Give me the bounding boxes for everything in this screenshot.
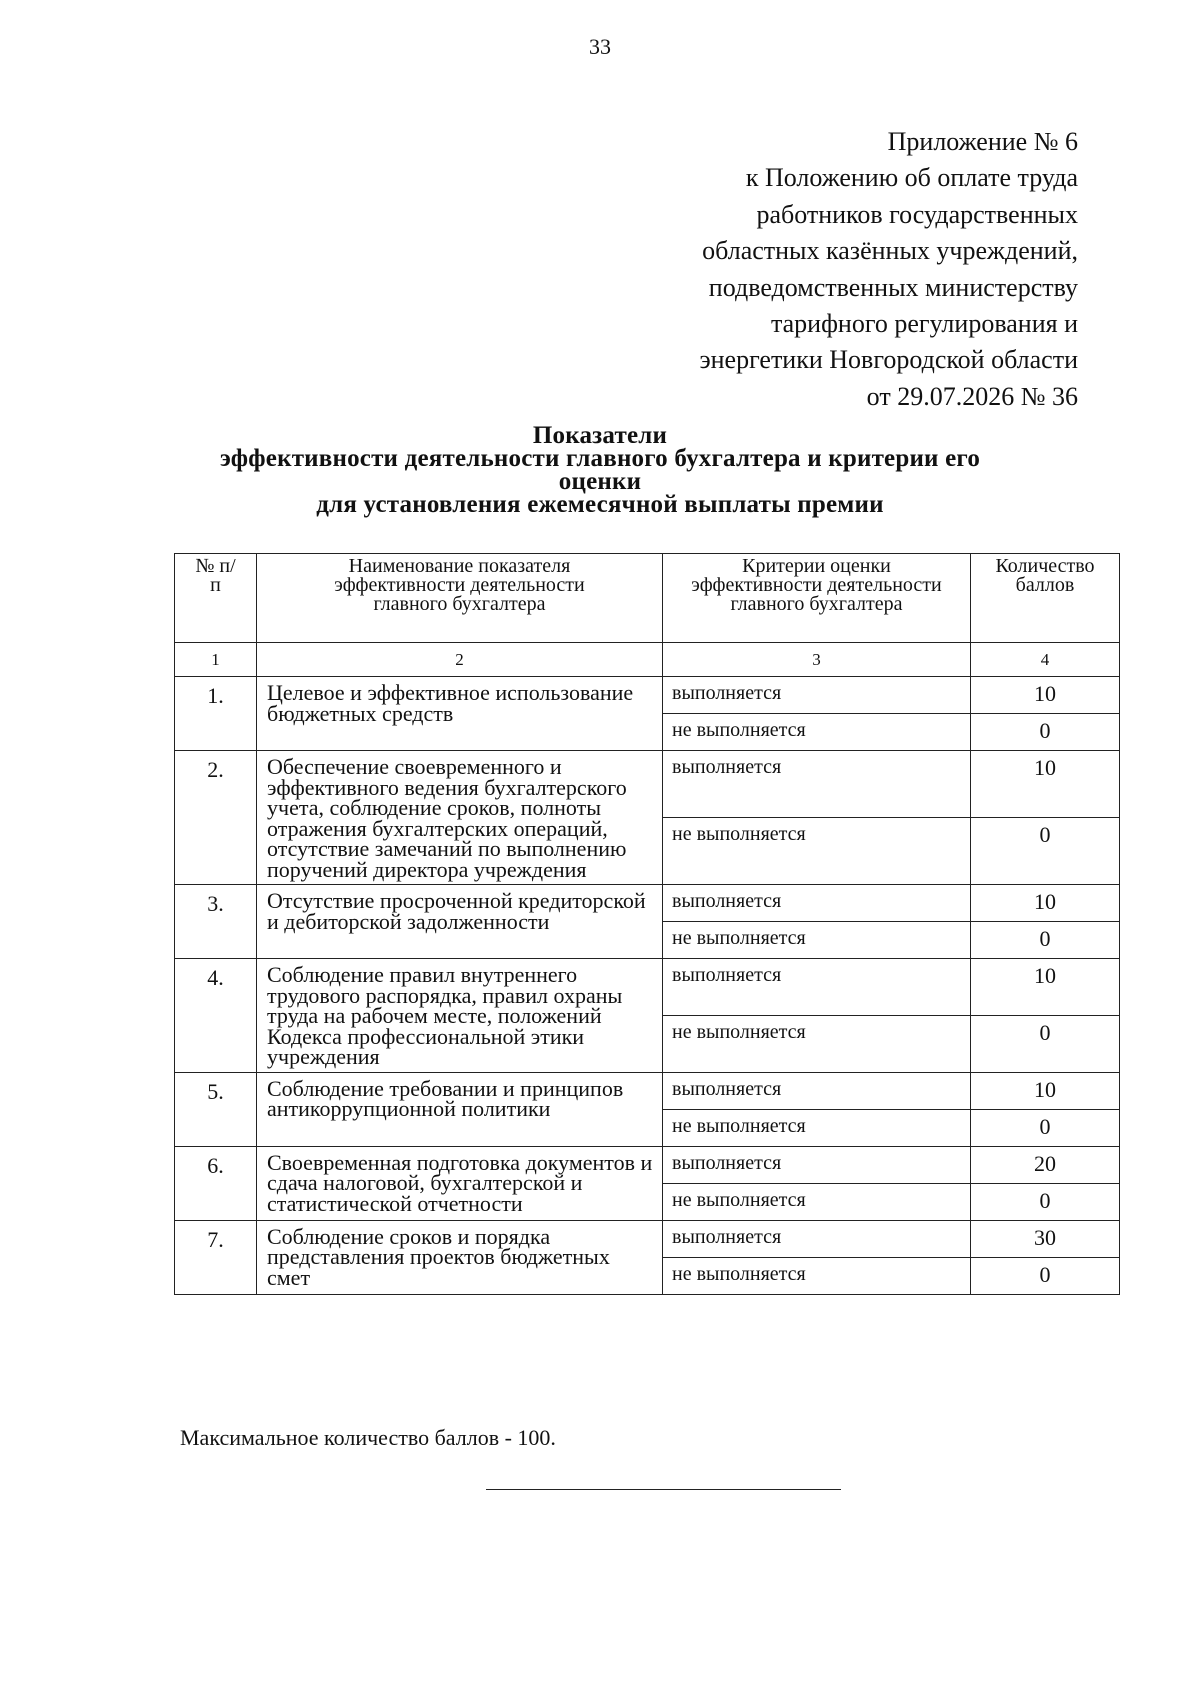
title-line: оценки: [558, 468, 642, 495]
criterion-not-fulfilled: не выполняется: [663, 922, 971, 959]
table-row: [175, 677, 1120, 714]
score-not-fulfilled: 0: [971, 922, 1120, 959]
title-line: для установления ежемесячной выплаты премии: [316, 491, 884, 518]
indicator-name: Своевременная подготовка документов и сдача налоговой, бухгалтерской и статистической отчетности: [257, 1146, 663, 1220]
max-score-note: Максимальное количество баллов - 100.: [180, 1425, 556, 1450]
page-number: 33: [589, 34, 611, 59]
table-row: [175, 1146, 1120, 1183]
criterion-not-fulfilled: не выполняется: [663, 714, 971, 751]
row-number: 5.: [175, 1072, 257, 1146]
score-fulfilled: 10: [971, 751, 1120, 818]
row-number: 3.: [175, 885, 257, 959]
score-not-fulfilled: 0: [971, 714, 1120, 751]
table-row: [175, 885, 1120, 922]
indicator-name: Соблюдение правил внутреннего трудового распорядка, правил охраны труда на рабочем месте, положений Кодекса профессиональной этики учреждения: [257, 959, 663, 1073]
score-not-fulfilled: 0: [971, 1183, 1120, 1220]
row-number: 6.: [175, 1146, 257, 1220]
criterion-not-fulfilled: не выполняется: [663, 1109, 971, 1146]
criterion-fulfilled: выполняется: [663, 751, 971, 818]
score-not-fulfilled: 0: [971, 818, 1120, 885]
score-fulfilled: 10: [971, 885, 1120, 922]
appendix-line: энергетики Новгородской области: [699, 345, 1078, 375]
score-fulfilled: 30: [971, 1220, 1120, 1257]
criterion-fulfilled: выполняется: [663, 885, 971, 922]
appendix-line: подведомственных министерству: [708, 272, 1078, 302]
table-header-row: [175, 554, 1120, 643]
indicator-name: Соблюдение сроков и порядка представления проектов бюджетных смет: [257, 1220, 663, 1294]
criterion-not-fulfilled: не выполняется: [663, 1183, 971, 1220]
row-number: 7.: [175, 1220, 257, 1294]
score-not-fulfilled: 0: [971, 1015, 1120, 1072]
criterion-fulfilled: выполняется: [663, 1072, 971, 1109]
header-name: Наименование показателя эффективности деятельности главного бухгалтера: [257, 554, 663, 643]
appendix-line: от 29.07.2026 № 36: [866, 381, 1078, 411]
document-title: [130, 424, 1070, 516]
header-criteria: Критерии оценки эффективности деятельности главного бухгалтера: [663, 554, 971, 643]
header-num: № п/п: [175, 554, 257, 643]
table-row: [175, 1220, 1120, 1257]
column-number: 3: [663, 643, 971, 677]
score-not-fulfilled: 0: [971, 1257, 1120, 1294]
indicator-name: Целевое и эффективное использование бюджетных средств: [257, 677, 663, 751]
score-fulfilled: 10: [971, 1072, 1120, 1109]
indicators-table: [174, 553, 1120, 1295]
appendix-reference: [699, 124, 1078, 415]
criterion-not-fulfilled: не выполняется: [663, 1015, 971, 1072]
indicator-name: Соблюдение требовании и принципов антикоррупционной политики: [257, 1072, 663, 1146]
appendix-line: областных казённых учреждений,: [702, 236, 1078, 266]
criterion-not-fulfilled: не выполняется: [663, 818, 971, 885]
indicator-name: Обеспечение своевременного и эффективного ведения бухгалтерского учета, соблюдение сроков, полноты отражения бухгалтерских операций, отсутствие замечаний по выполнению поручений директора учреждения: [257, 751, 663, 885]
column-number: 1: [175, 643, 257, 677]
score-not-fulfilled: 0: [971, 1109, 1120, 1146]
score-fulfilled: 10: [971, 959, 1120, 1016]
column-number: 2: [257, 643, 663, 677]
table-row: [175, 959, 1120, 1016]
title-line: Показатели: [532, 422, 668, 449]
header-score: Количество баллов: [971, 554, 1120, 643]
column-number-row: [175, 643, 1120, 677]
title-line: эффективности деятельности главного бухгалтера и критерии его: [219, 445, 981, 472]
criterion-fulfilled: выполняется: [663, 1146, 971, 1183]
criterion-fulfilled: выполняется: [663, 677, 971, 714]
table-row: [175, 751, 1120, 818]
criterion-fulfilled: выполняется: [663, 1220, 971, 1257]
table-row: [175, 1072, 1120, 1109]
row-number: 1.: [175, 677, 257, 751]
indicator-name: Отсутствие просроченной кредиторской и дебиторской задолженности: [257, 885, 663, 959]
appendix-line: Приложение № 6: [887, 127, 1078, 156]
column-number: 4: [971, 643, 1120, 677]
separator-line: [486, 1489, 841, 1490]
score-fulfilled: 20: [971, 1146, 1120, 1183]
row-number: 2.: [175, 751, 257, 885]
criterion-fulfilled: выполняется: [663, 959, 971, 1016]
criterion-not-fulfilled: не выполняется: [663, 1257, 971, 1294]
appendix-line: к Положению об оплате труда: [745, 163, 1078, 193]
row-number: 4.: [175, 959, 257, 1073]
appendix-line: тарифного регулирования и: [770, 309, 1078, 339]
appendix-line: работников государственных: [756, 199, 1078, 229]
score-fulfilled: 10: [971, 677, 1120, 714]
